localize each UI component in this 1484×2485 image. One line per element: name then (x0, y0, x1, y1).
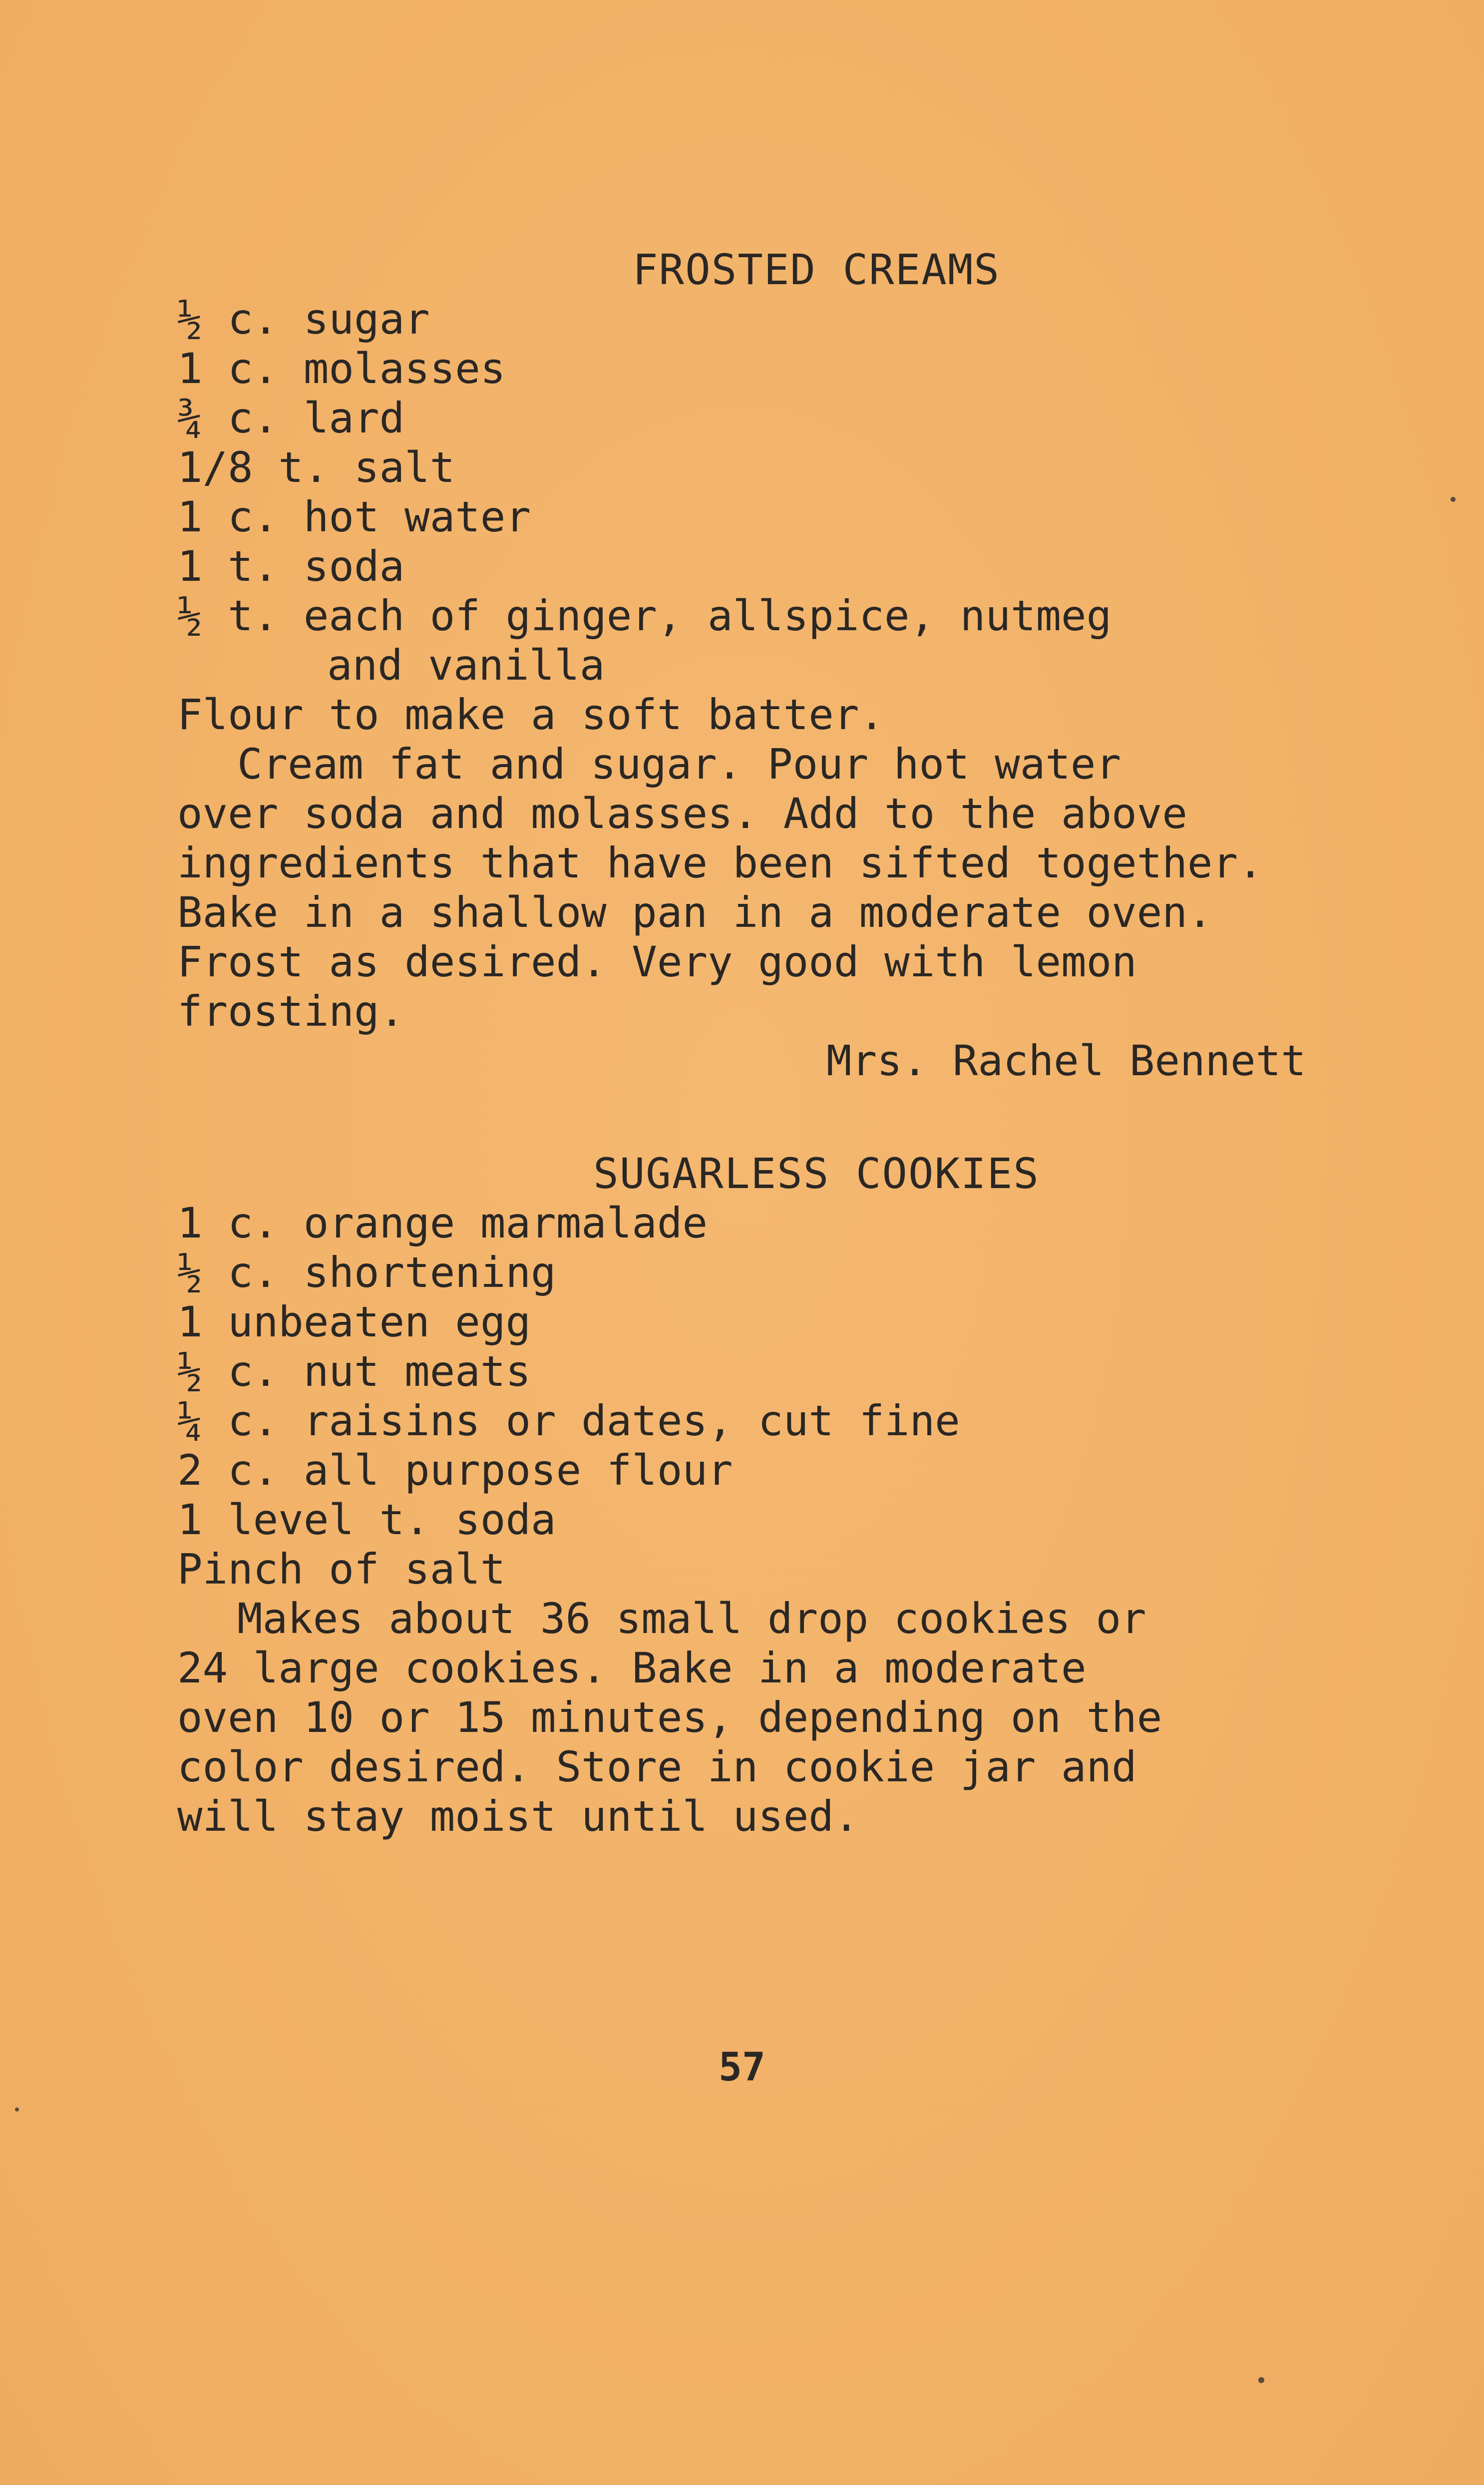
ingredient-line: 2 c. all purpose flour (177, 1446, 733, 1495)
recipe-title: SUGARLESS COOKIES (593, 1149, 1040, 1198)
paper-speck (15, 2107, 19, 2111)
ingredient-line: 1 c. molasses (177, 344, 506, 393)
direction-line: frosting. (177, 987, 405, 1036)
direction-line: will stay moist until used. (177, 1792, 859, 1841)
direction-line: Cream fat and sugar. Pour hot water (237, 740, 1121, 789)
direction-line: color desired. Store in cookie jar and (177, 1742, 1137, 1791)
recipe-title: FROSTED CREAMS (632, 245, 1000, 294)
recipe-frosted-creams (177, 245, 1456, 1086)
direction-line: over soda and molasses. Add to the above (177, 789, 1187, 838)
direction-line: 24 large cookies. Bake in a moderate (177, 1644, 1087, 1692)
direction-line: Makes about 36 small drop cookies or (237, 1594, 1146, 1643)
ingredient-line: ½ c. shortening (177, 1248, 556, 1297)
ingredient-line: ½ c. nut meats (177, 1347, 531, 1396)
page-number: 57 (719, 2045, 765, 2090)
ingredient-line: 1 c. hot water (177, 492, 531, 541)
contributor-name: Mrs. Rachel Bennett (826, 1036, 1306, 1085)
ingredient-line: ¼ c. raisins or dates, cut fine (177, 1396, 960, 1445)
ingredient-line: Pinch of salt (177, 1545, 506, 1594)
direction-line: ingredients that have been sifted together. (177, 838, 1263, 887)
ingredient-line: 1 t. soda (177, 542, 405, 591)
ingredient-line: ½ t. each of ginger, allspice, nutmeg (177, 591, 1112, 640)
recipe-sugarless-cookies (177, 1149, 1456, 1841)
ingredient-line: ½ c. sugar (177, 295, 430, 344)
ingredient-line: and vanilla (327, 641, 605, 690)
ingredient-line: 1/8 t. salt (177, 443, 455, 492)
ingredient-line: 1 unbeaten egg (177, 1297, 531, 1346)
direction-line: oven 10 or 15 minutes, depending on the (177, 1693, 1162, 1742)
paper-speck (1451, 497, 1456, 502)
paper-speck (1258, 2377, 1264, 2383)
direction-line: Bake in a shallow pan in a moderate oven. (177, 888, 1213, 937)
ingredient-line: Flour to make a soft batter. (177, 690, 885, 739)
direction-line: Frost as desired. Very good with lemon (177, 937, 1137, 986)
ingredient-line: 1 level t. soda (177, 1495, 556, 1544)
ingredient-line: 1 c. orange marmalade (177, 1199, 708, 1247)
ingredient-line: ¾ c. lard (177, 394, 405, 442)
